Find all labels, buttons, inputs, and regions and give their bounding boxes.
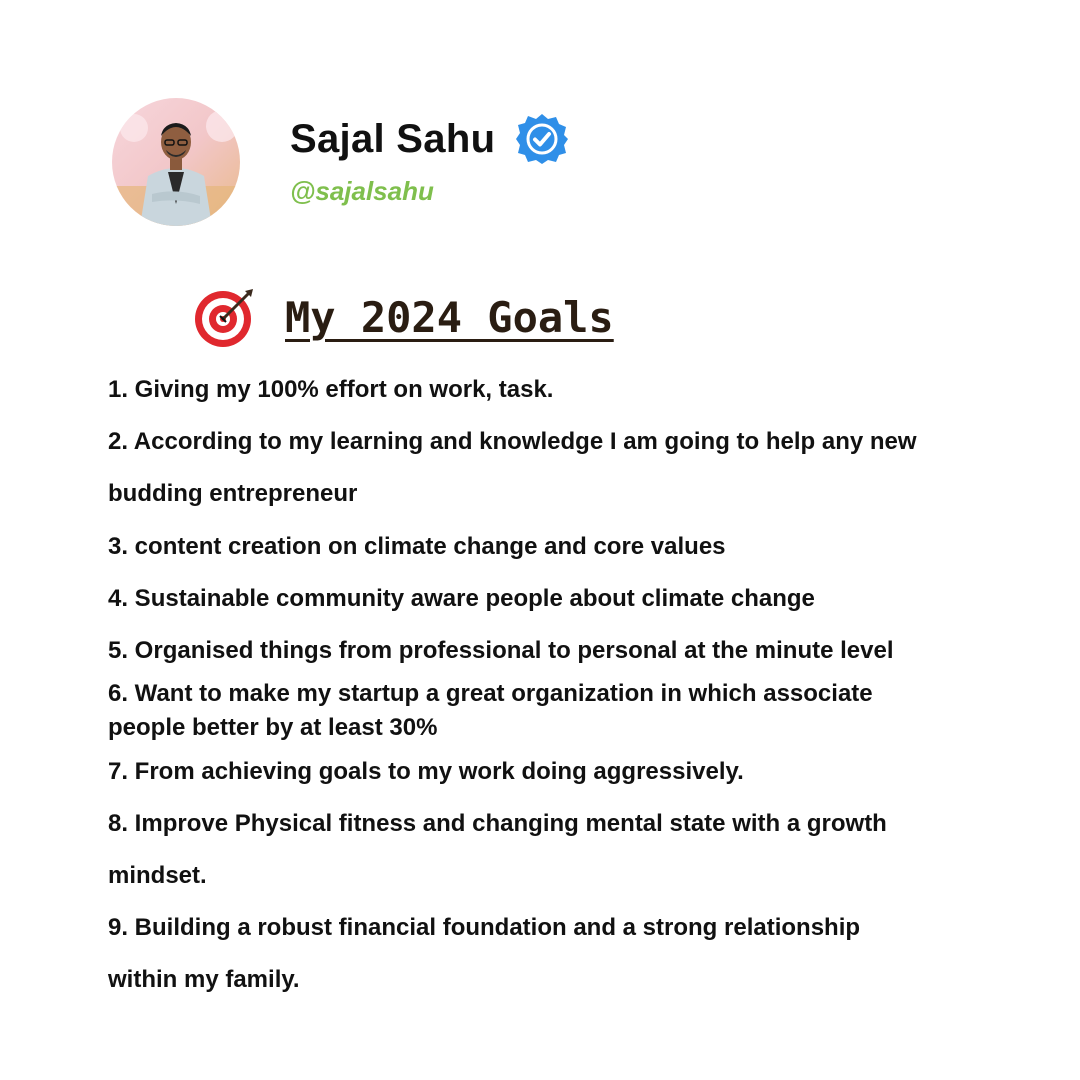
- goal-item-9: 9. Building a robust financial foundation and a strong relationship: [108, 914, 861, 941]
- profile-handle[interactable]: @sajalsahu: [290, 176, 434, 206]
- goal-item-8-continued: mindset.: [108, 862, 207, 889]
- goal-item-2: 2. According to my learning and knowledge I am going to help any new: [108, 428, 917, 455]
- goal-item-6: 6. Want to make my startup a great organization in which associate: [108, 680, 873, 707]
- goal-item-6-continued: people better by at least 30%: [108, 714, 438, 741]
- goal-item-2-continued: budding entrepreneur: [108, 480, 358, 507]
- profile-name[interactable]: Sajal Sahu: [290, 116, 496, 161]
- avatar[interactable]: [112, 98, 240, 226]
- goal-item-1: 1. Giving my 100% effort on work, task.: [108, 376, 554, 403]
- target-icon: [193, 285, 257, 349]
- goal-item-7: 7. From achieving goals to my work doing aggressively.: [108, 758, 744, 785]
- goal-item-9-continued: within my family.: [108, 966, 300, 993]
- goal-item-3: 3. content creation on climate change and core values: [108, 533, 726, 560]
- verified-badge-icon: [515, 112, 569, 166]
- profile-header: [290, 112, 569, 166]
- goal-item-5: 5. Organised things from professional to personal at the minute level: [108, 637, 894, 664]
- goal-item-8: 8. Improve Physical fitness and changing mental state with a growth: [108, 810, 887, 837]
- goals-title: My 2024 Goals: [285, 292, 614, 342]
- goals-header: [193, 285, 614, 349]
- goal-item-4: 4. Sustainable community aware people about climate change: [108, 585, 815, 612]
